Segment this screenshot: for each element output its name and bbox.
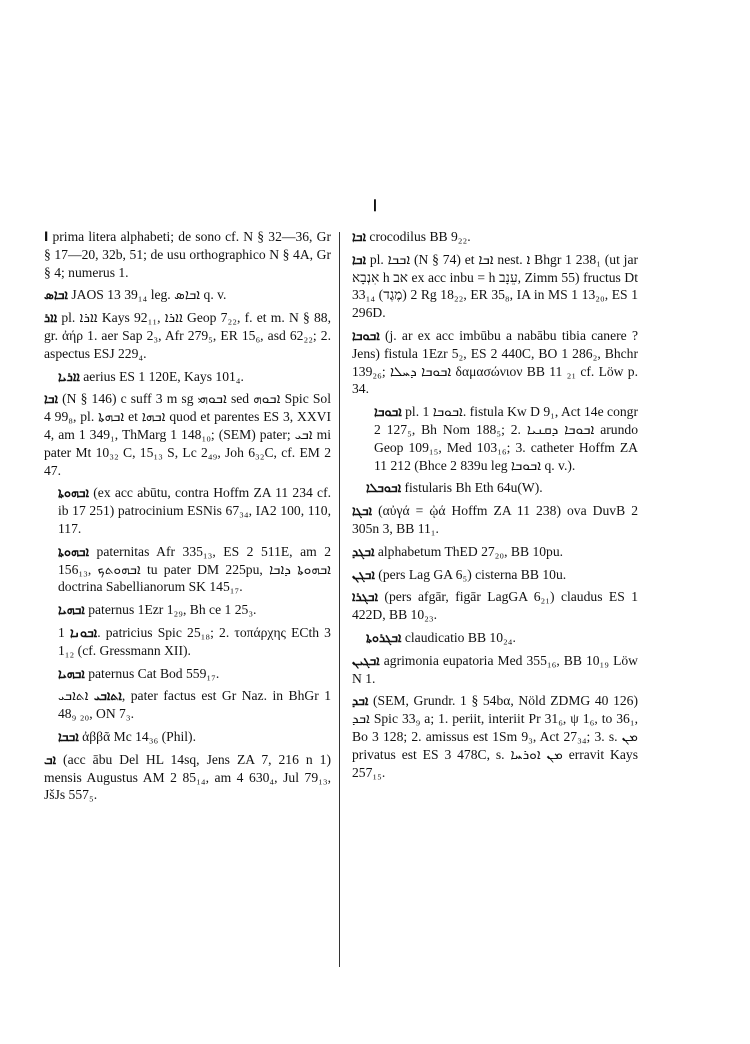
entry-text: (pers afgār, figār LagGA 6₂₁) claudus ES 1 422D, BB 10₂₃. xyxy=(352,589,638,623)
entry-headword: ܐܒܘܢܐ xyxy=(69,624,98,640)
entry-text: (pers Lag GA 6₅) cisterna BB 10u. xyxy=(378,566,567,582)
dictionary-entry xyxy=(352,502,638,538)
entry-text: (αὐγά = ᾠά Hoffm ZA 11 238) ova DuvB 2 305n 3, BB 11₁. xyxy=(352,503,638,536)
entry-text: paternus 1Ezr 1₂₉, Bh ce 1 25₃. xyxy=(88,602,257,618)
dictionary-entry xyxy=(44,484,331,537)
entry-text: pl. ܐܐܪܐ Kays 92₁₁, ܐܐܪܐ Geop 7₂₂, f. et m. N § 88, gr. ἀήρ 1. aer Sap 2₃, Afr 279₅, ER 15₆, asd 62₂₂; 2. aspectus ESJ 229₄. xyxy=(44,310,331,361)
dictionary-entry xyxy=(352,629,638,647)
entry-text: claudicatio BB 10₂₄. xyxy=(404,629,516,645)
entry-headword: ܐܒܓܕ xyxy=(352,543,375,559)
entry-headword: ܐܒܗܘܬܐ xyxy=(58,485,90,501)
entry-text: pl. ܐܒܒܐ (N § 74) et ܐܒܐ nest. ܐ Bhgr 1 238₁ (ut jar אִנְבָא h אב ex acc inbu = h עֵנָב, Zimm 55) fructus Dt 33₁₄ (מֶגֶד) 2 Rg 18₂₂, ER 35₈, IA in MS 1 13₂₀, ES 1 296D. xyxy=(352,251,639,321)
dictionary-entry xyxy=(44,687,331,723)
dictionary-entry xyxy=(352,692,638,781)
dictionary-entry xyxy=(352,652,638,688)
entry-text: pl. ܐܒܘܒܐ 1. fistula Kw D 9₁, Act 14e congr 2 127₅, Bh Nom 188₅; 2. ܐܒܘܒܐ ܕܩܢܝܐ arundo Geop 109₁₅, Med 103₁₆; 3. catheter Hoffm ZA 11 212 (Bhce 2 839u leg ܐܒܘܒܐ q. v.). xyxy=(374,404,638,473)
entry-headword: ܐܒܓܪܘܬܐ xyxy=(366,629,402,645)
dictionary-entry xyxy=(352,251,638,322)
entry-headword: ܐܒܓܝܢ xyxy=(352,652,380,668)
entry-text: ἀββᾶ Mc 14₃₆ (Phil). xyxy=(82,728,196,744)
entry-headword: ܐܒܒܐ xyxy=(58,728,79,744)
entry-headword: ܐܒܗܝܐ xyxy=(58,602,85,618)
dictionary-entry xyxy=(44,601,331,619)
entry-headword: ܐܒ xyxy=(44,751,57,767)
page-header-letter: ا xyxy=(372,199,378,215)
entry-headword: ܐܒܘܒܠܐ xyxy=(366,480,402,496)
dictionary-entry xyxy=(352,588,638,624)
entry-headword: ܐܒܗܝܐ xyxy=(58,665,85,681)
entry-text: (SEM, Grundr. 1 § 54bα, Nöld ZDMG 40 126) ܐܒܕ Spic 33₉ a; 1. periit, interiit Pr 31₆, ψ 1₆, to 36₁, Bo 3 128; 2. amissus est 1Sm 9₃, Act 27₃₄; 3. s. ܡܢ privatus est ES 3 478C, s. ܡܢ ܐܘܪܚܐ erravit Kays 257₁₅. xyxy=(352,693,638,780)
dictionary-entry xyxy=(352,403,638,474)
entry-headword: ܐܒܐ xyxy=(352,229,367,244)
entry-text: aerius ES 1 120E, Kays 101₄. xyxy=(83,368,244,384)
left-column xyxy=(44,228,331,809)
dictionary-entry xyxy=(44,751,331,804)
dictionary-entry xyxy=(44,228,331,281)
column-divider xyxy=(339,232,340,967)
dictionary-entry xyxy=(352,543,638,561)
dictionary-entry xyxy=(352,327,638,398)
entry-headword: ܐܒܘܒܐ xyxy=(352,327,380,343)
entry-headword: ܐܒܕ xyxy=(352,693,369,709)
entry-headword: ܐܒܐ xyxy=(44,391,59,407)
entry-headword: ܐܒܓܐ xyxy=(352,503,373,519)
dictionary-entry xyxy=(44,728,331,746)
dictionary-entry xyxy=(44,368,331,386)
dictionary-entry xyxy=(44,543,331,596)
entry-headword: ܐܒܓܪܐ xyxy=(352,589,378,605)
dictionary-entry xyxy=(352,228,638,246)
entry-headword: ܐܒܗܘܬܐ xyxy=(58,543,90,559)
entry-text: 1. patricius Spic 25₁₈; 2. τοπάρχης ECth 3 1₁₂ (cf. Gressmann XII). xyxy=(58,624,331,658)
right-column xyxy=(352,228,638,786)
entry-text: (j. ar ex acc imbūbu a nabābu tibia canere ? Jens) fistula 1Ezr 5₂, ES 2 440C, BO 1 286₂, Bhchr 139₂₆; ܐܒܘܒܐ ܕܚܠܐ δαμασώνιον BB 11 ₂₁ cf. Löw p. 34. xyxy=(352,327,638,397)
entry-text: paternus Cat Bod 559₁₇. xyxy=(88,665,220,681)
entry-text: (N § 146) c suff 3 m sg ܐܒܘܗܝ sed ܐܒܘܗ Spic Sol 4 99₈, pl. ܐܒܗܬܐ et ܐܒܗܐ quod et parentes ES 3, XXVI 4, am 1 349₁, ThMarg 1 148₁₀; (SEM) pater; ܐܒܝ mi pater Mt 10₃₂ C, 15₁₃ S, Lc 2₄₉, Joh 6₃₂C, cf. EM 2 47. xyxy=(44,391,331,478)
entry-headword: ܐܒܐܣ xyxy=(44,287,68,303)
entry-text: (acc ābu Del HL 14sq, Jens ZA 7, 216 n 1) mensis Augustus AM 2 85₁₄, am 4 630₄, Jul 79₁₃, JšJs 557₅. xyxy=(44,751,331,803)
entry-text: fistularis Bh Eth 64u(W). xyxy=(404,480,543,496)
dictionary-entry xyxy=(44,286,331,304)
entry-text: paternitas Afr 335₁₃, ES 2 511E, am 2 156₁₃, ܐܒܗܘܬܟ tu pater DM 225pu, ܐܒܗܘܬܐ ܕܐܒܐ doctrina Sabellianorum SK 145₁₇. xyxy=(58,543,331,595)
dictionary-entry xyxy=(44,624,331,660)
entry-text: alphabetum ThED 27₂₀, BB 10pu. xyxy=(377,543,564,559)
dictionary-entry xyxy=(44,390,331,479)
entry-headword: ܐܒܓܢ xyxy=(352,566,375,582)
entry-text: (ex acc abūtu, contra Hoffm ZA 11 234 cf. ib 17 251) patrocinium ESNis 67₃₄, IA2 100, 110, 117. xyxy=(58,485,332,536)
dictionary-entry xyxy=(352,566,638,584)
dictionary-entry xyxy=(352,479,638,497)
dictionary-entry xyxy=(44,665,331,683)
entry-text: agrimonia eupatoria Med 355₁₆, BB 10₁₉ Löw N 1. xyxy=(352,652,638,686)
entry-text: crocodilus BB 9₂₂. xyxy=(369,229,471,244)
entry-headword: ܐܬܐܒܝ xyxy=(93,688,122,704)
entry-text: prima litera alphabeti; de sono cf. N § 32—36, Gr § 17—20, 32b, 51; de usu orthographico N § 4A, Gr § 4; numerus 1. xyxy=(44,229,331,280)
entry-headword: ܐܐܪ xyxy=(44,310,58,326)
entry-text: ܐܬܐܒܝ, pater factus est Gr Naz. in BhGr 1 48₉ ₂₀, ON 7₃. xyxy=(58,688,331,722)
entry-headword: ا xyxy=(44,229,49,244)
entry-headword: ܐܐܪܝܐ xyxy=(58,368,80,384)
entry-headword: ܐܒܘܒܐ xyxy=(374,404,402,420)
dictionary-entry xyxy=(44,309,331,362)
entry-text: JAOS 13 39₁₄ leg. ܐܒܐܣ q. v. xyxy=(71,287,227,303)
entry-headword: ܐܒܐ xyxy=(352,251,367,267)
